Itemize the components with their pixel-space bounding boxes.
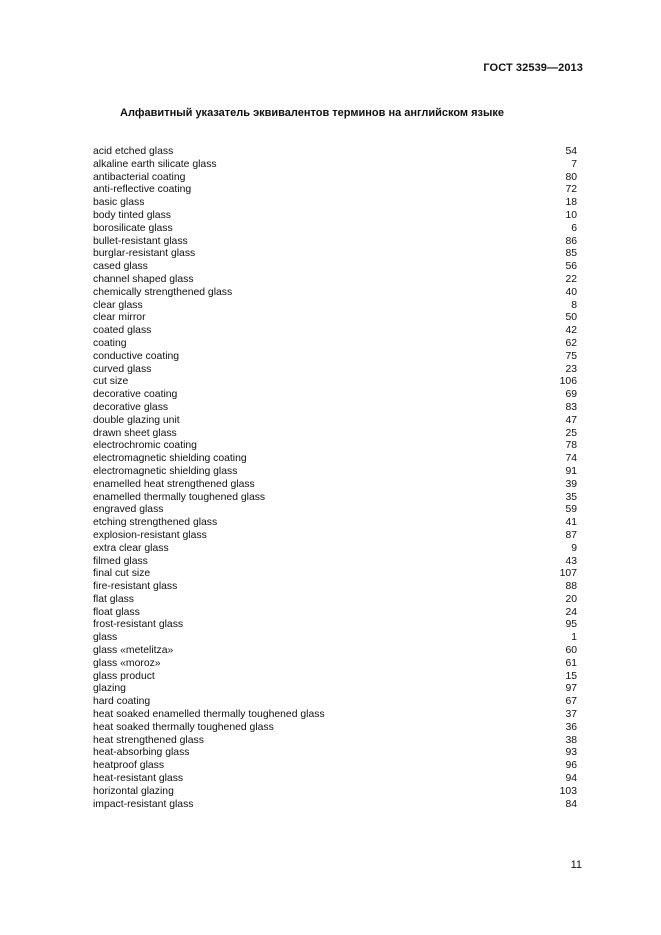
index-term-number: 97 [565, 683, 577, 695]
index-entry [93, 440, 577, 453]
index-term-number: 95 [565, 619, 577, 631]
index-term: electromagnetic shielding glass [93, 465, 238, 477]
index-entry [93, 773, 577, 786]
index-term-number: 25 [565, 427, 577, 439]
index-term-number: 94 [565, 773, 577, 785]
index-entry [93, 197, 577, 210]
index-term: heat strengthened glass [93, 734, 204, 746]
index-term-number: 87 [565, 529, 577, 541]
index-entry [93, 517, 577, 530]
index-term: glass product [93, 670, 155, 682]
index-entry [93, 300, 577, 313]
index-term-number: 18 [565, 197, 577, 209]
index-entry [93, 492, 577, 505]
index-term: horizontal glazing [93, 785, 174, 797]
index-term-number: 91 [565, 465, 577, 477]
index-entry [93, 735, 577, 748]
index-term: heat soaked thermally toughened glass [93, 721, 274, 733]
index-entry [93, 760, 577, 773]
index-term-number: 60 [565, 645, 577, 657]
index-term-number: 54 [565, 146, 577, 157]
index-term: anti-reflective coating [93, 184, 192, 196]
index-entry [93, 568, 577, 581]
index-term: glass «moroz» [93, 657, 161, 669]
index-term: channel shaped glass [93, 273, 194, 285]
index-term: drawn sheet glass [93, 427, 177, 439]
index-entry [93, 594, 577, 607]
index-entry [93, 159, 577, 172]
index-term: clear mirror [93, 312, 146, 324]
index-term: borosilicate glass [93, 222, 173, 234]
index-term: coated glass [93, 325, 152, 337]
index-term: heat-resistant glass [93, 773, 184, 785]
index-term-number: 39 [565, 478, 577, 490]
index-entry [93, 619, 577, 632]
index-entry [93, 364, 577, 377]
index-entry [93, 799, 577, 812]
index-entry [93, 658, 577, 671]
index-term-number: 83 [565, 401, 577, 413]
index-term-number: 37 [565, 709, 577, 721]
index-entry [93, 351, 577, 364]
index-term-number: 20 [565, 593, 577, 605]
index-term-number: 107 [559, 568, 577, 580]
index-entry [93, 146, 577, 159]
index-term: frost-resistant glass [93, 619, 184, 631]
index-term-number: 6 [571, 222, 577, 234]
index-term: heat-absorbing glass [93, 747, 190, 759]
index-term-number: 61 [565, 657, 577, 669]
index-term: impact-resistant glass [93, 798, 194, 810]
index-entry [93, 607, 577, 620]
index-entry [93, 223, 577, 236]
index-term-number: 88 [565, 581, 577, 593]
index-entry [93, 172, 577, 185]
term-index-list [93, 146, 577, 811]
index-entry [93, 402, 577, 415]
index-term-number: 78 [565, 440, 577, 452]
index-term-number: 24 [565, 606, 577, 618]
index-term-number: 56 [565, 261, 577, 273]
index-entry [93, 696, 577, 709]
index-term: flat glass [93, 593, 135, 605]
index-term-number: 43 [565, 555, 577, 567]
index-term: filmed glass [93, 555, 148, 567]
index-term: electrochromic coating [93, 440, 197, 452]
index-entry [93, 786, 577, 799]
index-entry [93, 248, 577, 261]
index-entry [93, 671, 577, 684]
index-term: float glass [93, 606, 140, 618]
index-term-number: 93 [565, 747, 577, 759]
document-code: ГОСТ 32539—2013 [483, 62, 583, 74]
index-term-number: 72 [565, 184, 577, 196]
index-term-number: 15 [565, 670, 577, 682]
index-title: Алфавитный указатель эквивалентов терминов на английском языке [120, 107, 505, 119]
index-term-number: 106 [559, 376, 577, 388]
index-term-number: 41 [565, 517, 577, 529]
index-entry [93, 504, 577, 517]
index-entry [93, 312, 577, 325]
index-term: alkaline earth silicate glass [93, 158, 217, 170]
index-entry [93, 210, 577, 223]
index-term-number: 96 [565, 760, 577, 772]
index-entry [93, 645, 577, 658]
index-term: electromagnetic shielding coating [93, 453, 247, 465]
index-term: coating [93, 337, 127, 349]
index-term: enamelled heat strengthened glass [93, 478, 255, 490]
index-term: extra clear glass [93, 542, 169, 554]
index-term: glazing [93, 683, 126, 695]
index-term: chemically strengthened glass [93, 286, 233, 298]
index-entry [93, 747, 577, 760]
index-term-number: 67 [565, 696, 577, 708]
index-term: conductive coating [93, 350, 180, 362]
index-term-number: 42 [565, 325, 577, 337]
index-term: decorative coating [93, 389, 178, 401]
index-term: enamelled thermally toughened glass [93, 491, 266, 503]
index-term-number: 103 [559, 785, 577, 797]
index-term: etching strengthened glass [93, 517, 218, 529]
index-term-number: 62 [565, 337, 577, 349]
index-entry [93, 530, 577, 543]
index-term-number: 35 [565, 491, 577, 503]
index-entry [93, 415, 577, 428]
index-term-number: 59 [565, 504, 577, 516]
index-term: hard coating [93, 696, 151, 708]
index-entry [93, 184, 577, 197]
index-entry [93, 325, 577, 338]
index-entry [93, 453, 577, 466]
index-term: bullet-resistant glass [93, 235, 188, 247]
index-term-number: 10 [565, 209, 577, 221]
index-entry [93, 428, 577, 441]
index-term: curved glass [93, 363, 152, 375]
index-term-number: 69 [565, 389, 577, 401]
index-term: acid etched glass [93, 146, 174, 157]
index-entry [93, 479, 577, 492]
index-term: glass «metelitza» [93, 645, 174, 657]
index-term-number: 75 [565, 350, 577, 362]
index-term: heat soaked enamelled thermally toughened glass [93, 709, 325, 721]
index-term: glass [93, 632, 118, 644]
index-entry [93, 722, 577, 735]
index-entry [93, 236, 577, 249]
index-entry [93, 632, 577, 645]
index-entry [93, 556, 577, 569]
index-term: explosion-resistant glass [93, 529, 207, 541]
index-term: cut size [93, 376, 129, 388]
index-term-number: 50 [565, 312, 577, 324]
index-term-number: 80 [565, 171, 577, 183]
index-term-number: 40 [565, 286, 577, 298]
index-term: double glazing unit [93, 414, 180, 426]
index-term-number: 7 [571, 158, 577, 170]
index-entry [93, 466, 577, 479]
index-term-number: 74 [565, 453, 577, 465]
index-term-number: 1 [571, 632, 577, 644]
index-term: basic glass [93, 197, 145, 209]
index-entry [93, 376, 577, 389]
index-term: final cut size [93, 568, 151, 580]
index-term-number: 84 [565, 798, 577, 810]
index-term-number: 85 [565, 248, 577, 260]
index-term-number: 38 [565, 734, 577, 746]
index-term-number: 86 [565, 235, 577, 247]
index-term: decorative glass [93, 401, 169, 413]
index-term: body tinted glass [93, 209, 171, 221]
index-term: antibacterial coating [93, 171, 186, 183]
index-term-number: 23 [565, 363, 577, 375]
index-entry [93, 261, 577, 274]
index-term-number: 47 [565, 414, 577, 426]
index-entry [93, 274, 577, 287]
index-term: fire-resistant glass [93, 581, 178, 593]
index-entry [93, 543, 577, 556]
index-term-number: 8 [571, 299, 577, 311]
index-entry [93, 683, 577, 696]
index-term-number: 36 [565, 721, 577, 733]
index-term: cased glass [93, 261, 148, 273]
page-number: 11 [570, 859, 582, 871]
index-entry [93, 709, 577, 722]
index-term-number: 22 [565, 273, 577, 285]
index-entry [93, 389, 577, 402]
index-entry [93, 338, 577, 351]
index-term: clear glass [93, 299, 143, 311]
index-entry [93, 287, 577, 300]
index-term: engraved glass [93, 504, 164, 516]
index-entry [93, 581, 577, 594]
index-term-number: 9 [571, 542, 577, 554]
index-term: heatproof glass [93, 760, 165, 772]
index-term: burglar-resistant glass [93, 248, 196, 260]
